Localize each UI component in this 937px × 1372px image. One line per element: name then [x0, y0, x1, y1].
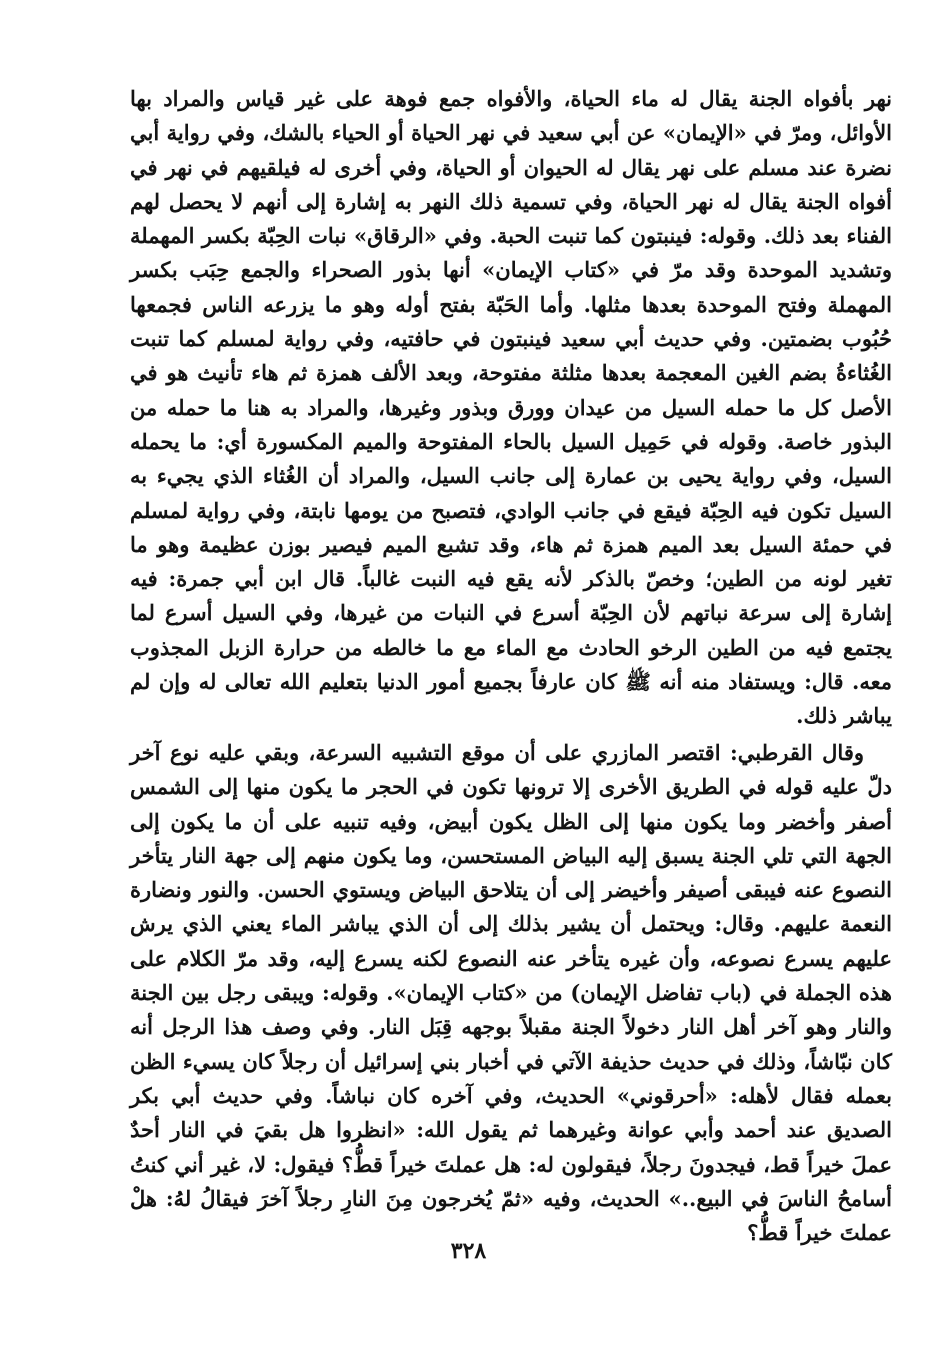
page-number: ٣٢٨: [450, 1238, 487, 1264]
paragraph-1: نهر بأفواه الجنة يقال له ماء الحياة، والأفواه جمع فوهة على غير قياس والمراد بها الأوائل، ومرّ في «الإيمان» عن أبي سعيد في نهر الحياة أو الحياء بالشك، وفي رواية أبي نضرة عند مسلم على نهر يقال له الحيوان أو الحياة، وفي أخرى له فيلقيهم في نهر في أفواه الجنة يقال له نهر الحياة، وفي تسمية ذلك النهر به إشارة إلى أنهم لا يحصل لهم الفناء بعد ذلك. وقوله: فينبتون كما تنبت الحبة. وفي «الرقاق» نبات الحِبّة بكسر المهملة وتشديد الموحدة وقد مرّ في «كتاب الإيمان» أنها بذور الصحراء والجمع حِبَب بكسر المهملة وفتح الموحدة بعدها مثلها. وأما الحَبّة بفتح أوله وهو ما يزرعه الناس فجمعها حُبُوب بضمتين. وفي حديث أبي سعيد فينبتون في حافتيه، وفي رواية لمسلم كما تنبت الغُثاءةُ بضم الغين المعجمة بعدها مثلثة مفتوحة، وبعد الألف همزة ثم هاء تأنيث هو في الأصل كل ما حمله السيل من عيدان وورق وبذور وغيرها، والمراد به هنا ما حمله من البذور خاصة. وقوله في حَمِيل السيل بالحاء المفتوحة والميم المكسورة أي: ما يحمله السيل، وفي رواية يحيى بن عمارة إلى جانب السيل، والمراد أن الغُثاء الذي يجيء به السيل تكون فيه الحِبّة فيقع في جانب الوادي، فتصبح من يومها نابتة، وفي رواية لمسلم في حمئة السيل بعد الميم همزة ثم هاء، وقد تشبع الميم فيصير بوزن عظيمة وهو ما تغير لونه من الطين؛ وخصّ بالذكر لأنه يقع فيه النبت غالباً. قال ابن أبي جمرة: فيه إشارة إلى سرعة نباتهم لأن الحِبّة أسرع في النبات من غيرها، وفي السيل أسرع لما يجتمع فيه من الطين الرخو الحادث مع الماء مع ما خالطه من حرارة الزبل المجذوب معه. قال: ويستفاد منه أنه ﷺ كان عارفاً بجميع أمور الدنيا بتعليم الله تعالى له وإن لم يباشر ذلك.: [130, 86, 892, 729]
paragraph-2: وقال القرطبي: اقتصر المازري على أن موقع التشبيه السرعة، وبقي عليه نوع آخر دلّ عليه قوله في الطريق الأخرى إلا ترونها تكون في الحجر ما يكون منها إلى الشمس أصفر وأخضر وما يكون منها إلى الظل يكون أبيض، وفيه تنبيه على أن ما يكون إلى الجهة التي تلي الجنة يسبق إليه البياض المستحسن، وما يكون منهم إلى جهة النار يتأخر النصوع عنه فيبقى أصيفر وأخيضر إلى أن يتلاحق البياض ويستوي الحسن. والنور ونضارة النعمة عليهم. وقال: ويحتمل أن يشير بذلك إلى أن الذي يباشر الماء يعني الذي يرش عليهم يسرع نصوعه، وأن غيره يتأخر عنه النصوع لكنه يسرع إليه، وقد مرّ الكلام على هذه الجملة في (باب تفاضل الإيمان) من «كتاب الإيمان». وقوله: ويبقى رجل بين الجنة والنار وهو آخر أهل النار دخولاً الجنة مقبلاً بوجهه قِبَل النار. وفي وصف هذا الرجل أنه كان نبّاشاً، وذلك في حديث حذيفة الآتي في أخبار بني إسرائيل أن رجلاً كان يسيء الظن بعمله فقال لأهله: «أحرقوني» الحديث، وفي آخره كان نباشاً. وفي حديث أبي بكر الصديق عند أحمد وأبي عوانة وغيرهما ثم يقول الله: «انظروا هل بقيَ في النار أحدٌ عملَ خيراً قط، فيجدونَ رجلاً، فيقولون له: هل عملتَ خيراً قطُّ؟ فيقول: لا، غير أني كنتُ أسامحُ الناسَ في البيع..» الحديث، وفيه «ثمّ يُخرجون مِنَ النارِ رجلاً آخرَ فيقالُ لهُ: هلْ عملتَ خيراً قطُّ؟: [130, 740, 892, 1246]
